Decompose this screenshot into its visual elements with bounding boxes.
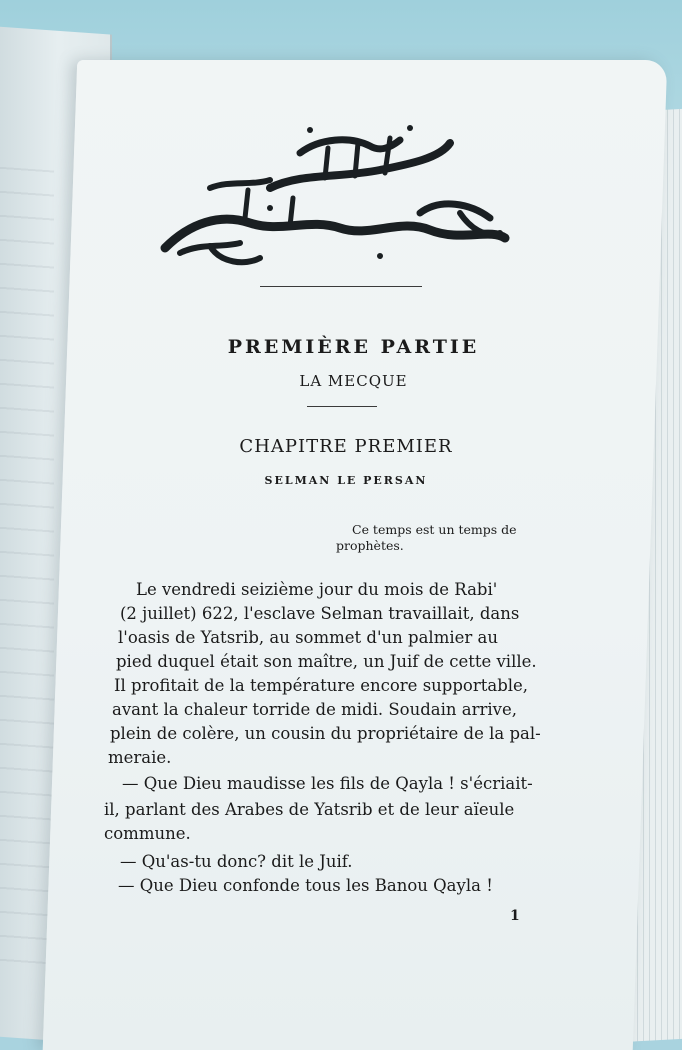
page-number: 1 (510, 908, 520, 924)
body-line: il, parlant des Arabes de Yatsrib et de leur aïeule (104, 800, 515, 819)
body-line: Il profitait de la température encore supportable, (114, 676, 529, 695)
divider-top (260, 286, 422, 287)
body-line: Le vendredi seizième jour du mois de Rabi' (136, 580, 498, 599)
body-line: — Qu'as-tu donc? dit le Juif. (120, 852, 353, 871)
body-line: — Que Dieu confonde tous les Banou Qayla ! (118, 876, 493, 895)
chapter-subtitle: SELMAN LE PERSAN (264, 474, 428, 487)
body-line: (2 juillet) 622, l'esclave Selman travaillait, dans (120, 604, 520, 623)
part-title: PREMIÈRE PARTIE (227, 336, 480, 358)
body-line: commune. (104, 824, 191, 843)
faint-text-lines (0, 166, 54, 971)
body-line: meraie. (108, 748, 172, 767)
body-line: pied duquel était son maître, un Juif de cette ville. (116, 652, 537, 671)
part-subtitle: LA MECQUE (299, 372, 408, 390)
body-line: avant la chaleur torride de midi. Soudain arrive, (112, 700, 518, 719)
arabic-calligraphy (150, 118, 520, 278)
body-line: — Que Dieu maudisse les fils de Qayla ! s'écriait- (122, 774, 533, 793)
epigraph-line: Ce temps est un temps de (352, 522, 517, 537)
epigraph-line: prophètes. (336, 538, 404, 553)
body-line: plein de colère, un cousin du propriétaire de la pal- (110, 724, 541, 743)
body-line: l'oasis de Yatsrib, au sommet d'un palmier au (118, 628, 498, 647)
divider-middle (307, 406, 377, 407)
chapter-title: CHAPITRE PREMIER (239, 436, 453, 457)
